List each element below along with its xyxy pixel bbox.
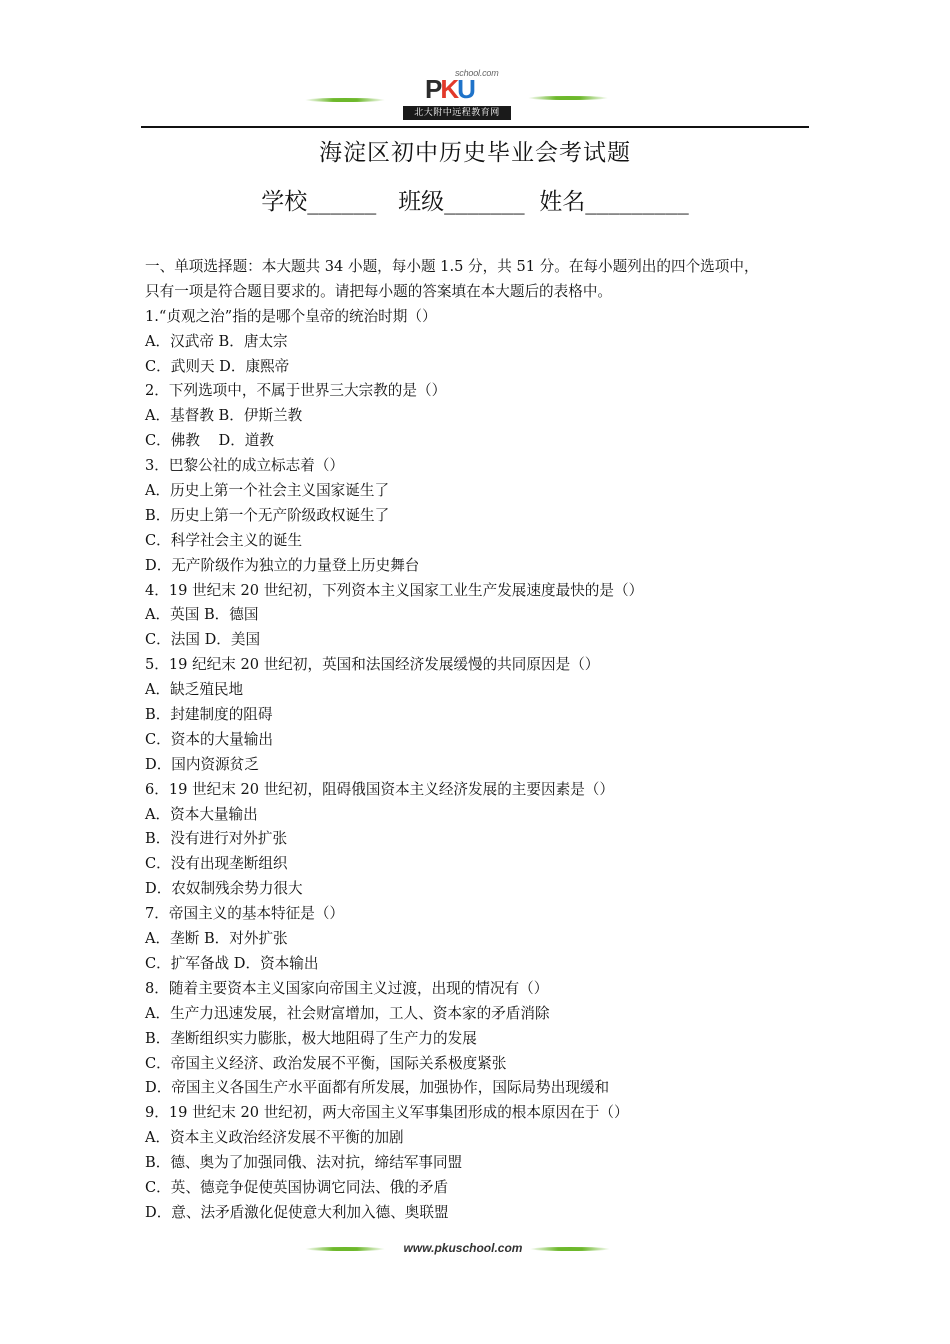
logo-letter-u: U — [457, 74, 474, 104]
text-line: D．农奴制残余势力很大 — [145, 880, 303, 898]
text-line: B．历史上第一个无产阶级政权诞生了 — [145, 506, 390, 524]
text-line: 9．19 世纪末 20 世纪初，两大帝国主义军事集团形成的根本原因在于（） — [145, 1104, 629, 1122]
text-line: D．国内资源贫乏 — [145, 755, 259, 773]
page-footer — [0, 1238, 950, 1268]
text-line: C．资本的大量输出 — [145, 730, 273, 748]
right-swoosh-decoration — [528, 96, 608, 100]
text-line: A．垄断 B．对外扩张 — [145, 930, 288, 948]
footer-right-swoosh — [530, 1247, 610, 1251]
text-line: 7．帝国主义的基本特征是（） — [145, 905, 345, 923]
pku-school-logo — [403, 70, 511, 120]
text-line: 一、单项选择题：本大题共 34 小题，每小题 1.5 分，共 51 分。在每小题列出的四个选项中， — [145, 258, 759, 275]
text-line: C．扩军备战 D．资本输出 — [145, 954, 319, 972]
text-line: C．没有出现垄断组织 — [145, 855, 288, 873]
student-info-fields: 学校______ 班级_______ 姓名_________ — [261, 189, 689, 215]
header-divider — [141, 126, 809, 128]
logo-chinese-name: 北大附中远程教育网 — [403, 106, 511, 120]
logo-letter-k: K — [440, 74, 458, 104]
text-line: 6．19 世纪末 20 世纪初，阻碍俄国资本主义经济发展的主要因素是（） — [145, 780, 614, 798]
exam-title: 海淀区初中历史毕业会考试题 — [319, 140, 631, 166]
text-line: A．资本大量输出 — [145, 805, 258, 823]
page-header — [0, 0, 950, 130]
text-line: C．佛教 D．道教 — [145, 432, 274, 450]
left-swoosh-decoration — [305, 98, 385, 102]
text-line: B．封建制度的阻碍 — [145, 706, 273, 724]
text-line: 5．19 纪纪末 20 世纪初，英国和法国经济发展缓慢的共同原因是（） — [145, 656, 600, 674]
text-line: 1.“贞观之治”指的是哪个皇帝的统治时期（） — [145, 307, 437, 325]
text-line: C．法国 D．美国 — [145, 631, 261, 649]
text-line: D．无产阶级作为独立的力量登上历史舞台 — [145, 556, 420, 574]
text-line: B．德、奥为了加强同俄、法对抗，缔结军事同盟 — [145, 1154, 463, 1172]
text-line: B．垄断组织实力膨胀，极大地阻碍了生产力的发展 — [145, 1029, 477, 1047]
text-line: A．汉武帝 B．唐太宗 — [145, 332, 288, 350]
text-line: A．资本主义政治经济发展不平衡的加剧 — [145, 1129, 404, 1147]
text-line: A．英国 B．德国 — [145, 606, 259, 624]
question-list — [145, 255, 810, 1226]
text-line: C．武则天 D．康熙帝 — [145, 357, 290, 375]
text-line: D．帝国主义各国生产水平面都有所发展，加强协作，国际局势出现缓和 — [145, 1079, 610, 1097]
text-line: C．帝国主义经济、政治发展不平衡，国际关系极度紧张 — [145, 1054, 507, 1072]
text-line: 2．下列选项中，不属于世界三大宗教的是（） — [145, 382, 447, 400]
logo-site-text: school.com — [455, 68, 499, 78]
text-line: 只有一项是符合题目要求的。请把每小题的答案填在本大题后的表格中。 — [145, 282, 613, 300]
text-line: A．历史上第一个社会主义国家诞生了 — [145, 482, 390, 500]
footer-left-swoosh — [305, 1247, 385, 1251]
logo-mark — [425, 76, 474, 102]
text-line: A．缺乏殖民地 — [145, 681, 244, 699]
text-line: B．没有进行对外扩张 — [145, 830, 288, 848]
text-line: C．科学社会主义的诞生 — [145, 531, 303, 549]
logo-letter-p: P — [425, 74, 441, 104]
text-line: 4．19 世纪末 20 世纪初，下列资本主义国家工业生产发展速度最快的是（） — [145, 581, 644, 599]
text-line: C．英、德竞争促使英国协调它同法、俄的矛盾 — [145, 1178, 449, 1196]
footer-url[interactable]: www.pkuschool.com — [403, 1241, 523, 1255]
text-line: A．基督教 B．伊斯兰教 — [145, 407, 303, 425]
text-line: D．意、法矛盾激化促使意大利加入德、奥联盟 — [145, 1203, 449, 1221]
text-line: 8．随着主要资本主义国家向帝国主义过渡，出现的情况有（） — [145, 979, 549, 997]
text-line: 3．巴黎公社的成立标志着（） — [145, 457, 345, 475]
text-line: A．生产力迅速发展，社会财富增加，工人、资本家的矛盾消除 — [145, 1004, 550, 1022]
